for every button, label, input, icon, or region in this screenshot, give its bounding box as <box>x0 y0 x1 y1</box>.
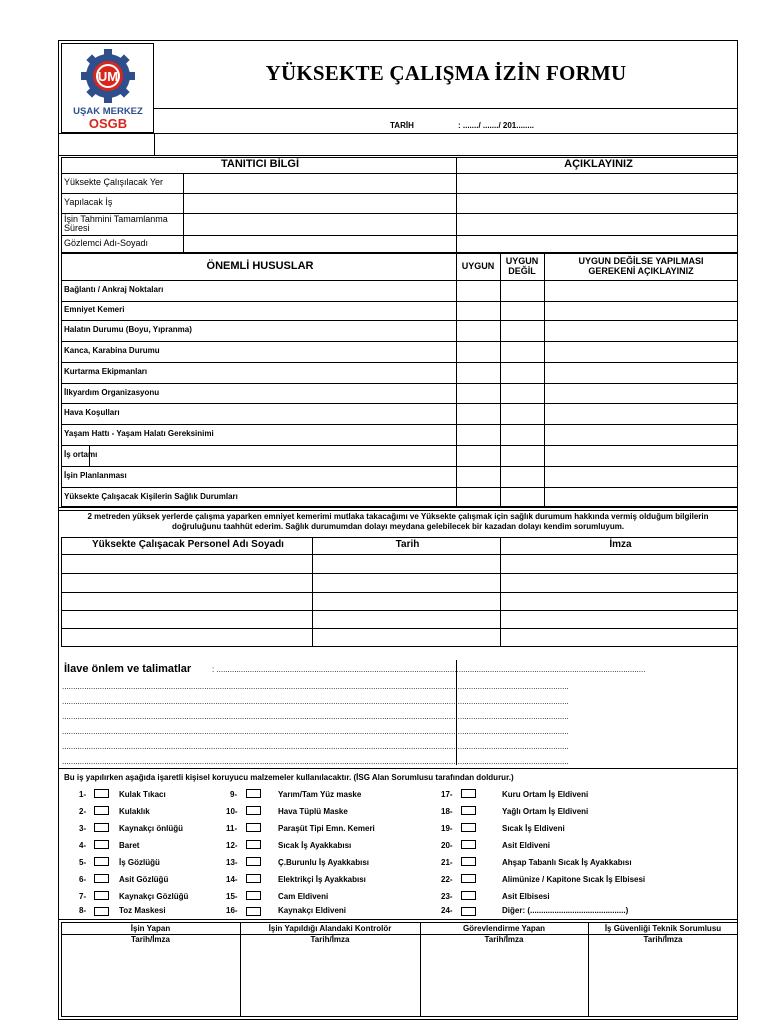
info-row-job: Yapılacak İş <box>64 197 113 208</box>
ppe-no: 1- <box>79 790 87 799</box>
company-logo <box>62 44 154 132</box>
info-row-observer: Gözlemci Adı-Soyadı <box>64 238 149 249</box>
ppe-label: Asit Eldiveni <box>502 841 551 850</box>
ppe-no: 6- <box>79 875 87 884</box>
ppe-no: 3- <box>79 824 87 833</box>
ppe-checkbox[interactable] <box>94 891 109 900</box>
declaration-text: 2 metreden yüksek yerlerde çalışma yaparken emniyet kemerimi mutlaka takacağımı ve Yüksekte çalışmak için sağlık durumum hakkında vermiş olduğum bilgilerin doğruluğunu taahhüt ederim. Sağlık durumumdan dolayı meydana gelebilecek bir kazadan dolayı kendim sorumluyum. <box>87 512 709 531</box>
check-row: Bağlantı / Ankraj Noktaları <box>64 285 164 295</box>
ppe-checkbox[interactable] <box>246 840 261 849</box>
ppe-label: İş Gözlüğü <box>119 858 160 867</box>
ppe-checkbox[interactable] <box>246 823 261 832</box>
check-row: Halatın Durumu (Boyu, Yıpranma) <box>64 325 192 335</box>
ppe-label: Kaynakçı önlüğü <box>119 824 184 833</box>
signature-sub: Tarih/İmza <box>131 935 170 944</box>
check-row: Hava Koşulları <box>64 408 120 418</box>
ppe-label: Kuru Ortam İş Eldiveni <box>502 790 589 799</box>
ppe-label: Diğer: (...........................................) <box>502 906 629 915</box>
info-row-location: Yüksekte Çalışılacak Yer <box>64 177 164 188</box>
ppe-intro: Bu iş yapılırken aşağıda işaretli kişisel koruyucu malzemeler kullanılacaktır. (İSG Alan Sorumlusu tarafından doldurur.) <box>64 773 514 782</box>
signature-title: İşin Yapıldığı Alandaki Kontrolör <box>268 924 392 933</box>
ppe-checkbox[interactable] <box>461 840 476 849</box>
ppe-label: Kaynakçı Eldiveni <box>278 906 347 915</box>
ppe-label: Yağlı Ortam İş Eldiveni <box>502 807 589 816</box>
ppe-no: 7- <box>79 892 87 901</box>
ppe-checkbox[interactable] <box>246 789 261 798</box>
ppe-checkbox[interactable] <box>94 840 109 849</box>
date-label: TARİH <box>390 121 414 130</box>
checks-header: ÖNEMLİ HUSUSLAR <box>206 259 314 272</box>
check-row: Yüksekte Çalışacak Kişilerin Sağlık Durumları <box>64 491 238 501</box>
ppe-no: 9- <box>230 790 238 799</box>
ppe-no: 16- <box>226 906 238 915</box>
extra-line: .................................................................................................................................................................................................................................... <box>62 742 569 751</box>
ppe-no: 12- <box>226 841 238 850</box>
checks-col-notok: UYGUN DEĞİL <box>505 256 539 276</box>
ppe-checkbox[interactable] <box>246 907 261 916</box>
check-row: Yaşam Hattı - Yaşam Halatı Gereksinimi <box>64 429 214 439</box>
ppe-no: 4- <box>79 841 87 850</box>
ppe-checkbox[interactable] <box>94 823 109 832</box>
signature-title: İşin Yapan <box>130 924 171 933</box>
ppe-label: Yarım/Tam Yüz maske <box>278 790 362 799</box>
logo-box <box>61 43 154 133</box>
check-row: İlkyardım Organizasyonu <box>64 387 160 397</box>
ppe-no: 20- <box>441 841 453 850</box>
ppe-label: Kaynakçı Gözlüğü <box>119 892 189 901</box>
extra-label: İlave önlem ve talimatlar <box>64 663 192 675</box>
signature-sub: Tarih/İmza <box>484 935 524 944</box>
signature-title: Görevlendirme Yapan <box>462 924 546 933</box>
ppe-no: 11- <box>226 824 238 833</box>
personnel-col-name: Yüksekte Çalışacak Personel Adı Soyadı <box>92 539 284 551</box>
ppe-checkbox[interactable] <box>94 857 109 866</box>
ppe-checkbox[interactable] <box>461 874 476 883</box>
ppe-label: Sıcak İş Eldiveni <box>502 824 565 833</box>
ppe-label: Ahşap Tabanlı Sıcak İş Ayakkabısı <box>502 858 632 867</box>
ppe-no: 2- <box>79 807 87 816</box>
logo-line1: UŞAK MERKEZ <box>73 106 143 117</box>
ppe-checkbox[interactable] <box>94 806 109 815</box>
ppe-no: 8- <box>79 906 87 915</box>
ppe-no: 18- <box>441 807 453 816</box>
checks-col-ok: UYGUN <box>461 260 495 271</box>
personnel-col-sign: İmza <box>609 539 632 551</box>
extra-line: : ................................................................................................................................................................................................. <box>212 665 646 674</box>
ppe-no: 23- <box>441 892 453 901</box>
check-row: Kurtarma Ekipmanları <box>64 367 148 377</box>
extra-line: .................................................................................................................................................................................................................................... <box>62 682 569 691</box>
ppe-checkbox[interactable] <box>94 907 109 916</box>
ppe-label: Asit Gözlüğü <box>119 875 169 884</box>
ppe-no: 5- <box>79 858 87 867</box>
check-row: Emniyet Kemeri <box>64 305 125 315</box>
signature-title: İş Güvenliği Teknik Sorumlusu <box>604 924 722 933</box>
info-header-left: TANITICI BİLGİ <box>220 158 299 171</box>
check-row: İşin Planlanması <box>64 471 127 481</box>
extra-line: .................................................................................................................................................................................................................................... <box>62 697 569 706</box>
ppe-checkbox[interactable] <box>94 874 109 883</box>
info-header-right: AÇIKLAYINIZ <box>564 158 633 171</box>
ppe-no: 15- <box>226 892 238 901</box>
check-row: Kanca, Karabina Durumu <box>64 346 160 356</box>
ppe-checkbox[interactable] <box>461 891 476 900</box>
ppe-no: 21- <box>441 858 453 867</box>
signature-sub: Tarih/İmza <box>310 935 350 944</box>
logo-letters: UM <box>97 69 119 84</box>
date-value: : ......./ ......./ 201........ <box>458 121 535 130</box>
ppe-checkbox[interactable] <box>461 907 476 916</box>
ppe-no: 19- <box>441 824 453 833</box>
ppe-checkbox[interactable] <box>246 806 261 815</box>
ppe-checkbox[interactable] <box>461 823 476 832</box>
ppe-no: 22- <box>441 875 453 884</box>
ppe-no: 13- <box>226 858 238 867</box>
ppe-label: Baret <box>119 841 140 850</box>
ppe-no: 24- <box>441 906 453 915</box>
extra-line: .................................................................................................................................................................................................................................... <box>62 757 569 766</box>
extra-line: .................................................................................................................................................................................................................................... <box>62 712 569 721</box>
ppe-label: Asit Elbisesi <box>502 892 550 901</box>
ppe-label: Cam Eldiveni <box>278 892 329 901</box>
ppe-label: Sıcak İş Ayakkabısı <box>278 841 352 850</box>
ppe-label: Kulak Tıkacı <box>119 790 166 799</box>
extra-line: .................................................................................................................................................................................................................................... <box>62 727 569 736</box>
ppe-checkbox[interactable] <box>461 857 476 866</box>
personnel-col-date: Tarih <box>395 539 420 551</box>
ppe-checkbox[interactable] <box>461 806 476 815</box>
checks-col-explain: UYGUN DEĞİLSE YAPILMASI GEREKENİ AÇIKLAYINIZ <box>578 256 704 276</box>
ppe-checkbox[interactable] <box>246 874 261 883</box>
ppe-no: 17- <box>441 790 453 799</box>
ppe-checkbox[interactable] <box>94 789 109 798</box>
ppe-label: Ç.Burunlu İş Ayakkabısı <box>278 858 369 867</box>
ppe-label: Kulaklık <box>119 807 150 816</box>
ppe-checkbox[interactable] <box>246 857 261 866</box>
ppe-checkbox[interactable] <box>246 891 261 900</box>
ppe-checkbox[interactable] <box>461 789 476 798</box>
ppe-label: Elektrikçi İş Ayakkabısı <box>278 875 366 884</box>
ppe-label: Toz Maskesi <box>119 906 166 915</box>
ppe-no: 10- <box>226 807 238 816</box>
signature-sub: Tarih/İmza <box>643 935 683 944</box>
page-title: YÜKSEKTE ÇALIŞMA İZİN FORMU <box>265 61 627 85</box>
check-row: İş ortamı <box>64 450 98 460</box>
info-row-duration: İşin Tahmini Tamamlanma Süresi <box>64 213 168 233</box>
logo-line2: OSGB <box>88 116 128 131</box>
ppe-label: Paraşüt Tipi Emn. Kemeri <box>278 824 375 833</box>
ppe-label: Hava Tüplü Maske <box>278 807 348 816</box>
ppe-label: Alimünize / Kapitone Sıcak İş Elbisesi <box>502 875 646 884</box>
ppe-no: 14- <box>226 875 238 884</box>
